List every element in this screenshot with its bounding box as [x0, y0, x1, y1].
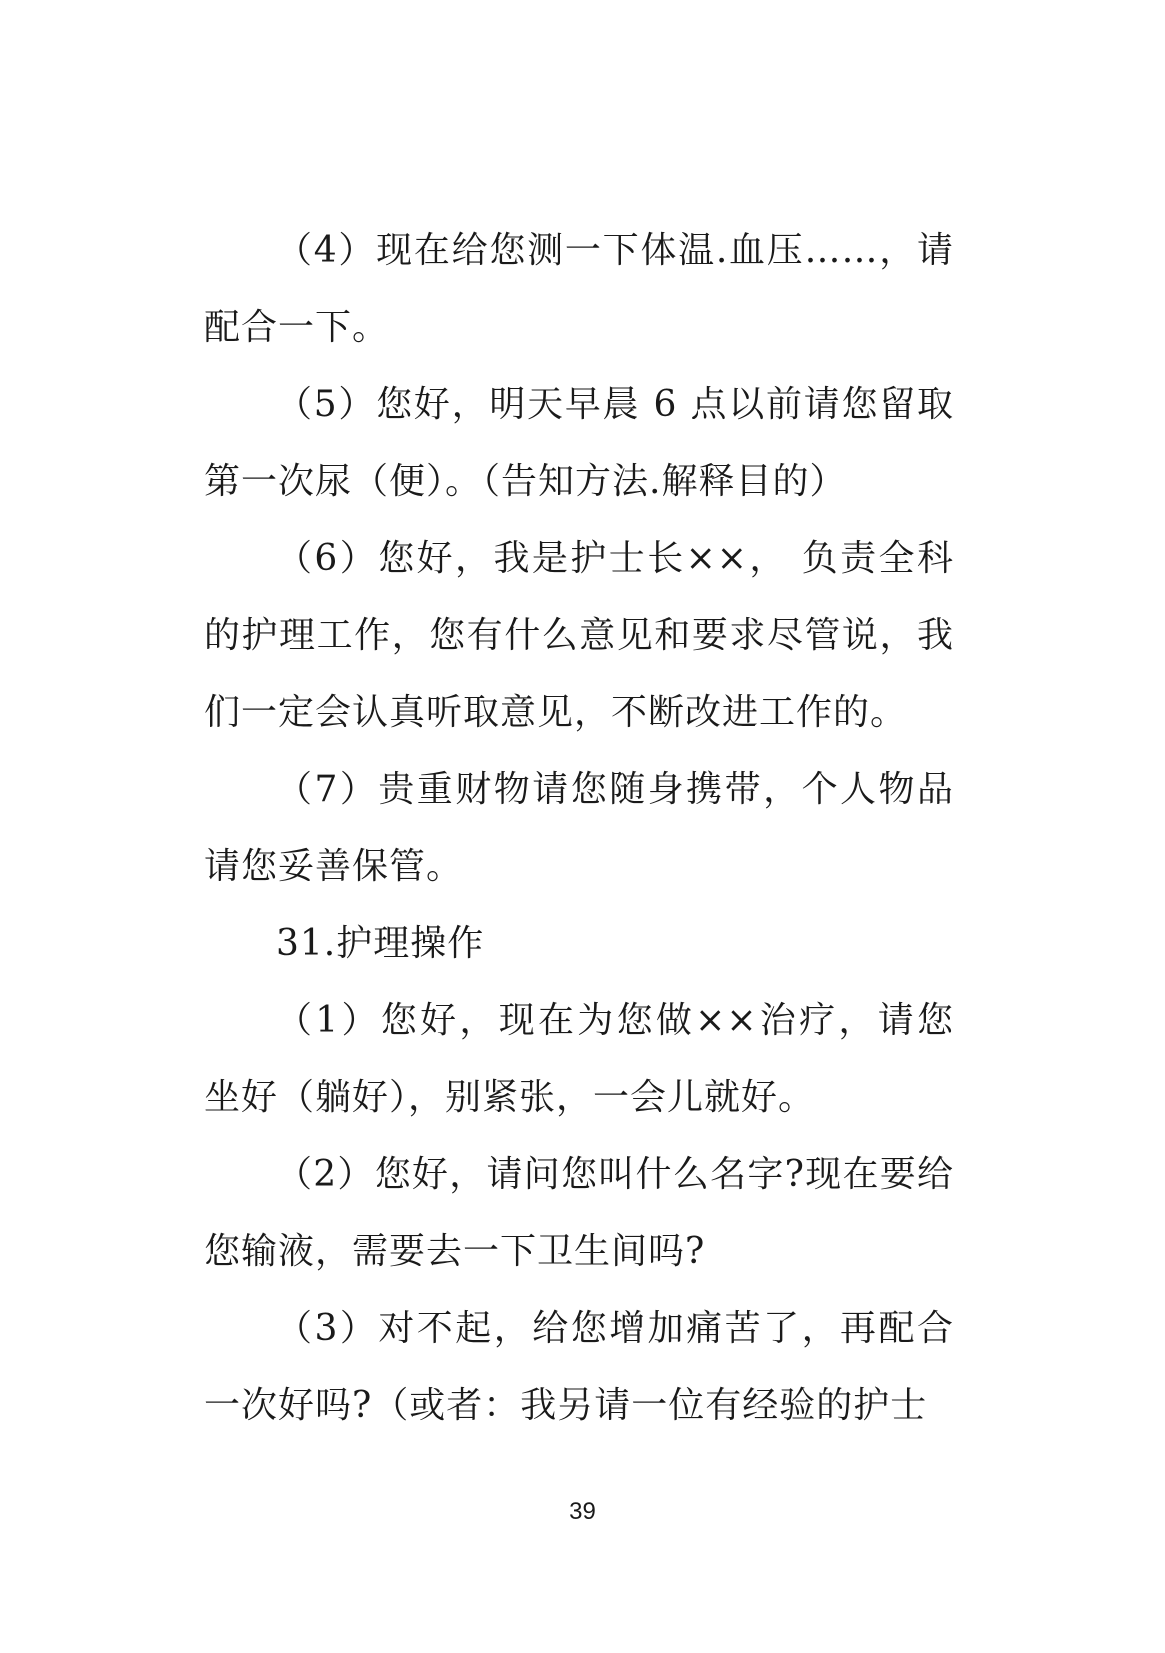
paragraph-op-2: （2）您好，请问您叫什么名字?现在要给您输液，需要去一下卫生间吗? [204, 1154, 954, 1272]
paragraph-op-3: （3）对不起，给您增加痛苦了，再配合一次好吗?（或者：我另请一位有经验的护士 [204, 1308, 954, 1426]
paragraph-item-5: （5）您好，明天早晨 6 点以前请您留取第一次尿（便）。（告知方法.解释目的） [204, 384, 954, 502]
section-heading: 31.护理操作 [276, 923, 485, 964]
page-number: 39 [569, 1498, 596, 1525]
paragraph-op-1: （1）您好，现在为您做××治疗，请您坐好（躺好），别紧张，一会儿就好。 [204, 1000, 954, 1118]
paragraph-item-6: （6）您好，我是护士长××， 负责全科的护理工作，您有什么意见和要求尽管说，我们一定会认真听取意见，不断改进工作的。 [204, 538, 954, 733]
paragraph-item-7: （7）贵重财物请您随身携带，个人物品请您妥善保管。 [204, 769, 954, 887]
paragraph-item-4: （4）现在给您测一下体温.血压……，请配合一下。 [204, 230, 954, 348]
body-text [204, 212, 954, 1444]
